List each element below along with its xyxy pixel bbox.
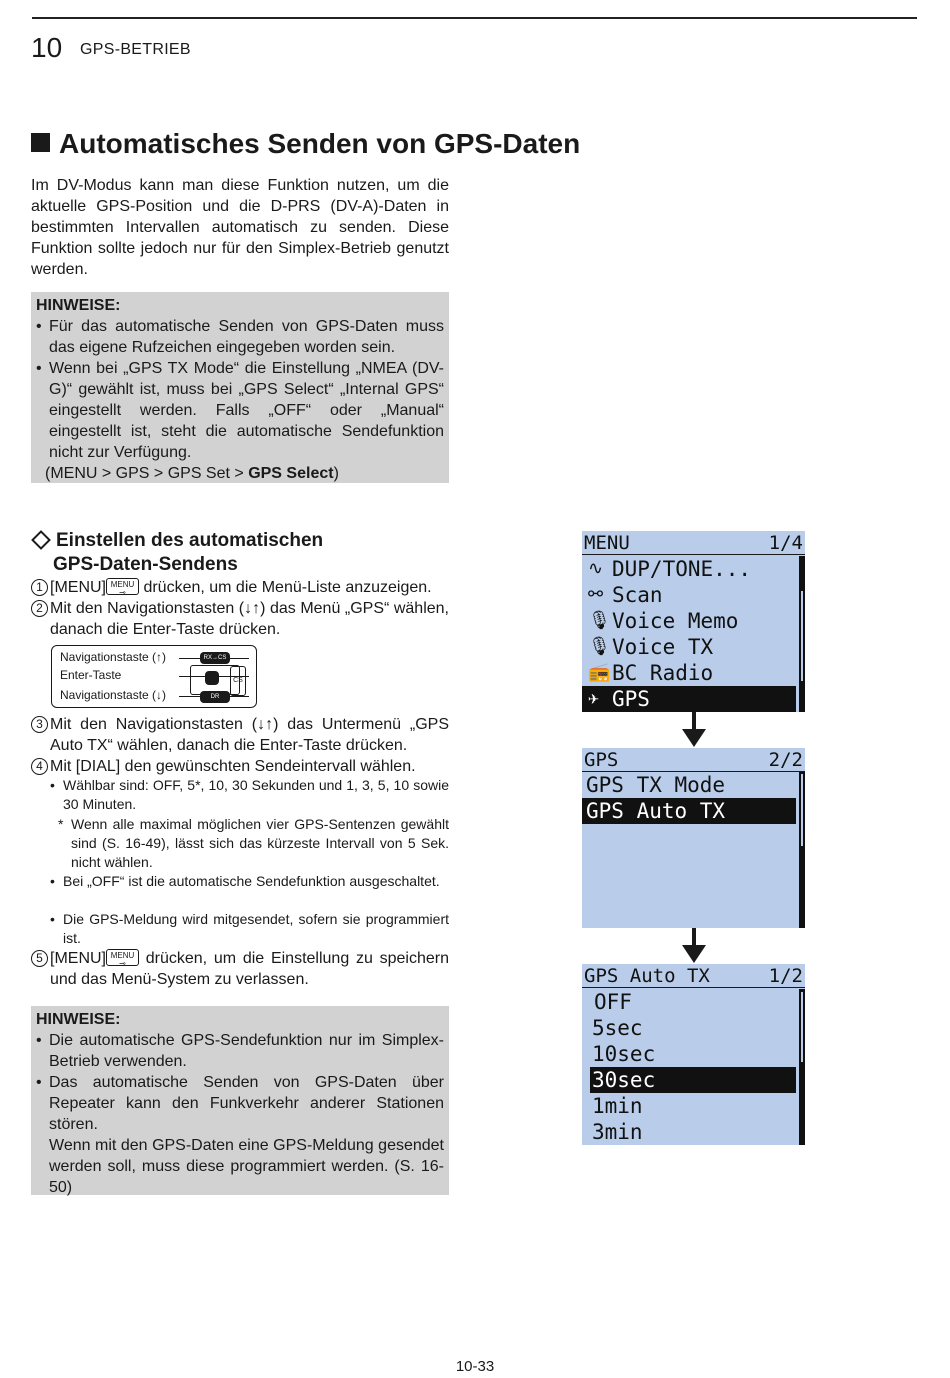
note-heading: HINWEISE: <box>36 1011 121 1028</box>
step-4: 4 Mit [DIAL] den gewünschten Sendeintervall wählen. <box>31 756 449 777</box>
screen-title: GPS <box>584 749 619 771</box>
tone-icon: ∿ <box>588 558 604 579</box>
screen-page: 1/4 <box>768 532 803 554</box>
option-1min: 1min <box>592 1094 643 1118</box>
radio-icon: 📻 <box>588 662 611 683</box>
lcd-screen-gps <box>582 748 805 928</box>
step-5: 5 [MENU] MENU ⊸ drücken, um die Einstellung zu speichern und das Menü-System zu verlassen. <box>31 948 449 990</box>
enter-key-icon <box>205 671 219 685</box>
down-arrow-icon <box>682 712 706 747</box>
step-4-footnote: * Wenn alle maximal möglichen vier GPS-Sentenzen gewählt sind (S. 16-49), lässt sich das kürzeste Intervall von 5 Sek. nicht wählen. <box>58 816 449 870</box>
note-heading: HINWEISE: <box>36 297 121 314</box>
step-4-note: • Wählbar sind: OFF, 5*, 10, 30 Sekunden und 1, 3, 5, 10 sowie 30 Minuten. <box>50 777 449 812</box>
binoculars-icon: ⚯ <box>588 584 604 605</box>
option-3min: 3min <box>592 1120 643 1144</box>
screen-page: 2/2 <box>768 749 803 771</box>
menu-path: (MENU > GPS > GPS Set > GPS Select) <box>45 465 339 482</box>
step-4-note: • Die GPS-Meldung wird mitgesendet, sofern sie programmiert ist. <box>50 911 449 946</box>
rx-cs-key: RX→CS <box>200 652 230 664</box>
intro-paragraph: Im DV-Modus kann man diese Funktion nutzen, um die aktuelle GPS-Position und die D-PRS (DV-A)-Daten in bestimmten Intervallen automatisch zu senden. Diese Funktion sollte jedoch nur für den Simplex-Betrieb genutzt werden. <box>31 177 449 278</box>
microphone-tx-icon: 🎙 <box>588 636 611 657</box>
screen-page: 1/2 <box>768 965 803 987</box>
chapter-title: GPS-BETRIEB <box>80 41 191 58</box>
diamond-icon <box>31 530 51 550</box>
menu-item-gps: ✈ GPS <box>582 686 796 712</box>
section-title <box>31 128 580 160</box>
step-1: 1 [MENU] MENU ⊸ drücken, um die Menü-Liste anzuzeigen. <box>31 577 449 598</box>
menu-item-gps-tx-mode: GPS TX Mode <box>586 773 726 797</box>
menu-item-dup-tone: ∿ DUP/TONE... <box>588 557 752 581</box>
menu-item-voice-memo: 🎙 Voice Memo <box>588 609 739 633</box>
dr-key: DR <box>200 691 230 703</box>
note-continuation: Wenn mit den GPS-Daten eine GPS-Meldung gesendet werden soll, muss diese programmiert werden. (S. 16-50) <box>49 1137 444 1196</box>
microphone-icon: 🎙 <box>588 610 611 631</box>
menu-item-voice-tx: 🎙 Voice TX <box>588 635 714 659</box>
option-30sec: 30sec <box>590 1067 796 1093</box>
satellite-icon: ✈ <box>588 688 599 709</box>
page-number: 10-33 <box>455 1358 495 1375</box>
step-4-note: • Bei „OFF“ ist die automatische Sendefunktion ausgeschaltet. <box>50 873 440 889</box>
screen-title: MENU <box>584 532 630 554</box>
navigation-keys-diagram: Navigationstaste (↑) Enter-Taste Navigationstaste (↓) RX→CS DR CS <box>51 645 257 708</box>
header-rule <box>32 17 917 19</box>
option-10sec: 10sec <box>592 1042 656 1066</box>
down-arrow-icon <box>682 928 706 964</box>
square-bullet-icon <box>31 133 50 152</box>
menu-key-icon: MENU ⊸ <box>106 578 139 595</box>
menu-item-bc-radio: 📻 BC Radio <box>588 661 714 685</box>
note-bullet: • Das automatische Senden von GPS-Daten über Repeater kann den Funkverkehr anderer Stationen stören. <box>36 1074 444 1133</box>
subsection-title: Einstellen des automatischen GPS-Daten-Sendens <box>31 529 323 577</box>
step-2: 2 Mit den Navigationstasten (↓↑) das Menü „GPS“ wählen, danach die Enter-Taste drücken. <box>31 598 449 640</box>
note-box-1 <box>31 292 449 483</box>
section-title-text: Automatisches Senden von GPS-Daten <box>59 128 581 159</box>
screen-title: GPS Auto TX <box>584 965 710 987</box>
option-off: OFF <box>594 990 632 1014</box>
note-bullet: • Die automatische GPS-Sendefunktion nur im Simplex-Betrieb verwenden. <box>36 1032 444 1070</box>
note-bullet: • Für das automatische Senden von GPS-Daten muss das eigene Rufzeichen eingegeben worden sein. <box>36 318 444 356</box>
menu-key-icon: MENU ⊸ <box>106 949 139 966</box>
chapter-number: 10 <box>31 32 63 63</box>
menu-item-gps-auto-tx: GPS Auto TX <box>582 798 796 824</box>
lcd-screen-menu <box>582 531 805 712</box>
option-5sec: 5sec <box>592 1016 643 1040</box>
lcd-screen-gps-auto-tx <box>582 964 805 1145</box>
note-bullet: • Wenn bei „GPS TX Mode“ die Einstellung „NMEA (DV-G)“ gewählt ist, muss bei „GPS Select“ „Internal GPS“ eingestellt werden. Falls „OFF“ oder „Manual“ eingestellt ist, steht die automatische Sendefunktion nicht zur Verfügung. <box>36 360 444 461</box>
menu-item-scan: ⚯ Scan <box>588 583 663 607</box>
step-3: 3 Mit den Navigationstasten (↓↑) das Untermenü „GPS Auto TX“ wählen, danach die Enter-Taste drücken. <box>31 714 449 756</box>
note-box-2 <box>31 1006 449 1195</box>
cs-key: CS <box>230 666 246 696</box>
